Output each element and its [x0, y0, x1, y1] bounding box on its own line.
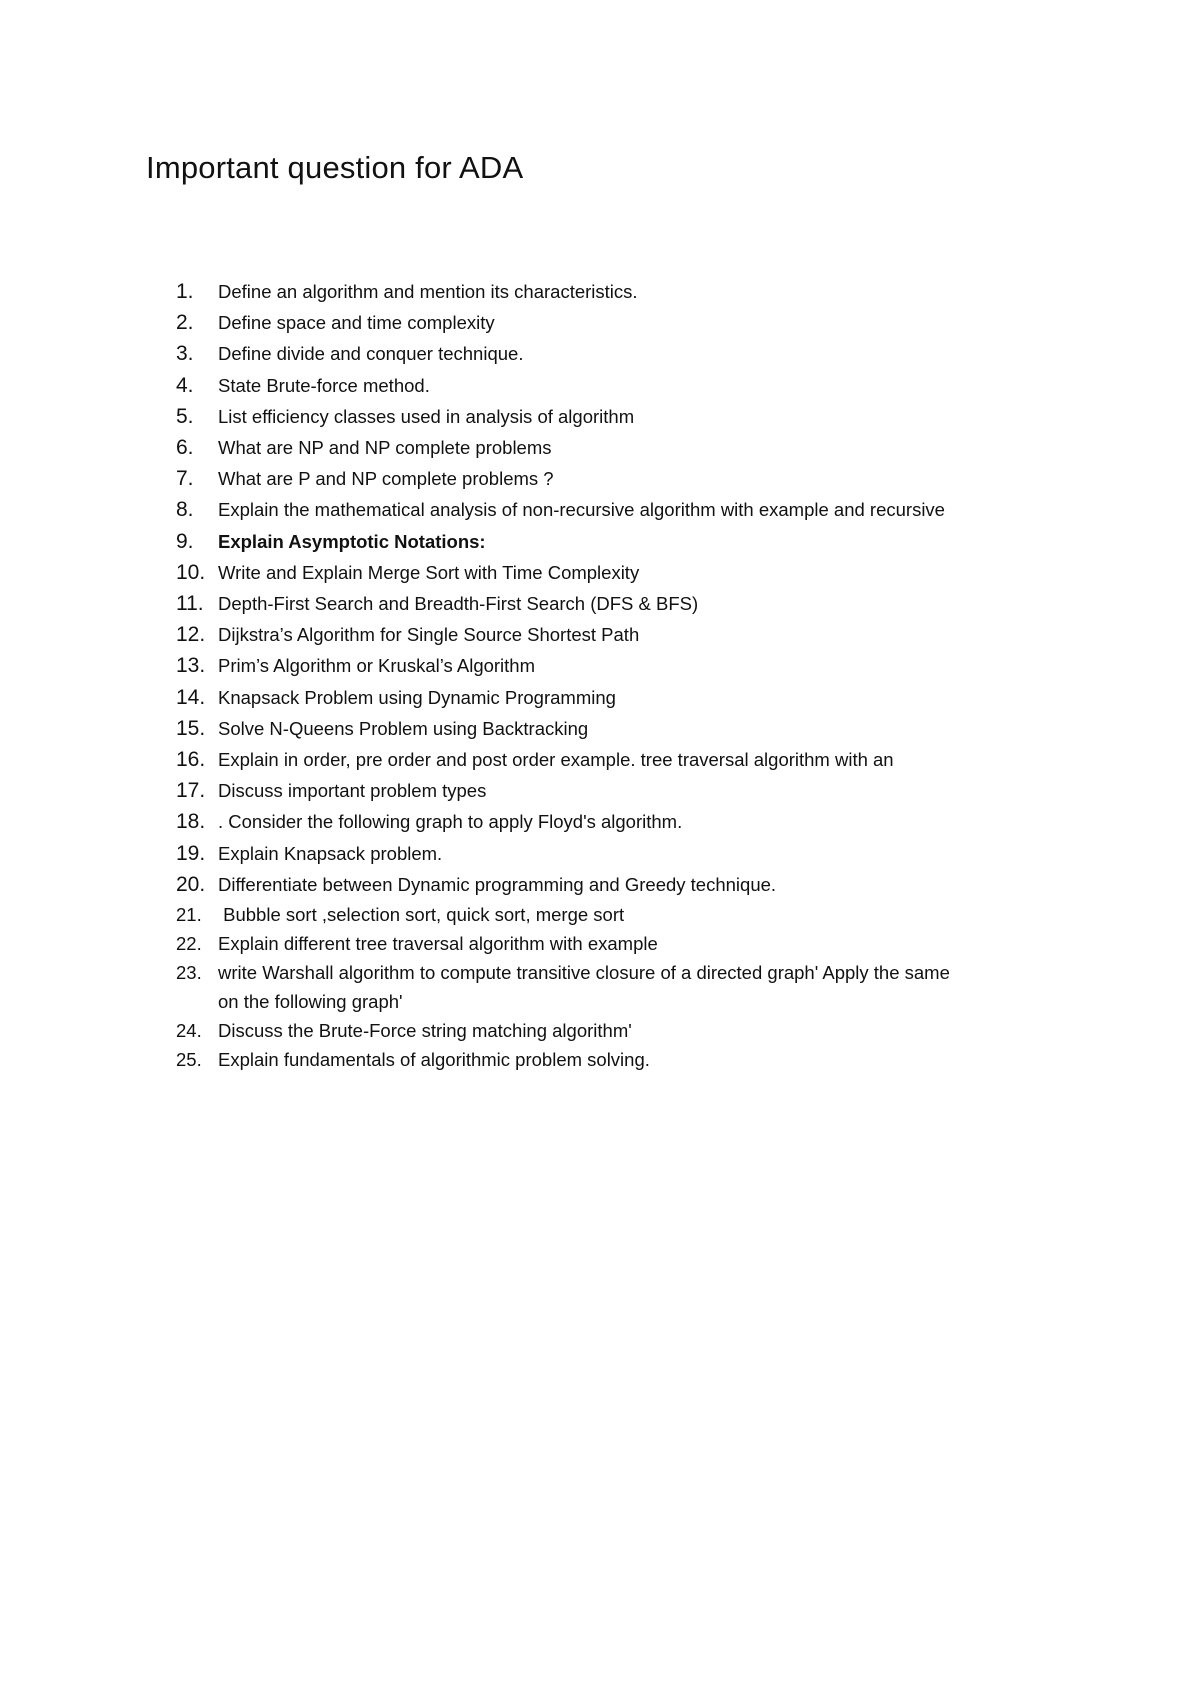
list-item — [176, 276, 1076, 307]
list-item — [176, 463, 1076, 494]
question-text: Depth-First Search and Breadth-First Search (DFS & BFS) — [218, 593, 699, 615]
list-item — [176, 401, 1076, 432]
list-item — [176, 650, 1076, 681]
question-text: State Brute-force method. — [218, 374, 430, 396]
question-number: 13. — [176, 654, 206, 678]
list-item — [176, 557, 1076, 588]
question-number: 7. — [176, 467, 194, 491]
question-text: List efficiency classes used in analysis of algorithm — [218, 405, 635, 427]
list-item — [176, 869, 1076, 900]
question-text-line: write Warshall algorithm to compute transitive closure of a directed graph' Apply the same — [218, 962, 950, 984]
question-text: What are NP and NP complete problems — [218, 437, 552, 459]
question-text: Explain in order, pre order and post order example. tree traversal algorithm with an — [218, 749, 894, 771]
question-number: 14. — [176, 685, 206, 709]
document-title: Important question for ADA — [146, 150, 524, 185]
question-number: 17. — [176, 779, 206, 803]
list-item — [176, 744, 1076, 775]
list-item — [176, 838, 1076, 869]
question-text: Explain fundamentals of algorithmic problem solving. — [218, 1049, 650, 1071]
question-text: Define divide and conquer technique. — [218, 343, 524, 365]
question-text: Prim’s Algorithm or Kruskal’s Algorithm — [218, 655, 536, 677]
question-list — [176, 276, 1076, 1074]
question-number: 19. — [176, 841, 206, 865]
question-number: 3. — [176, 342, 194, 366]
question-number: 15. — [176, 716, 206, 740]
list-item — [176, 370, 1076, 401]
question-number: 12. — [176, 623, 206, 647]
question-text: Explain Asymptotic Notations: — [218, 530, 486, 552]
question-number: 5. — [176, 404, 194, 428]
question-text: Write and Explain Merge Sort with Time Complexity — [218, 561, 640, 583]
question-text: Solve N-Queens Problem using Backtracking — [218, 717, 589, 739]
list-item — [176, 307, 1076, 338]
list-item — [176, 900, 1076, 929]
list-item — [176, 494, 1076, 525]
question-text: Explain different tree traversal algorithm with example — [218, 933, 658, 955]
list-item — [176, 775, 1076, 806]
question-text: Discuss the Brute-Force string matching algorithm' — [218, 1020, 632, 1042]
list-item — [176, 526, 1076, 557]
question-text-line: on the following graph' — [218, 991, 403, 1013]
list-item — [176, 713, 1076, 744]
question-number: 8. — [176, 498, 194, 522]
question-number: 21. — [176, 904, 202, 926]
list-item — [176, 432, 1076, 463]
list-item — [176, 682, 1076, 713]
question-number: 11. — [176, 592, 204, 616]
question-text — [218, 958, 950, 1016]
question-text: . Consider the following graph to apply Floyd's algorithm. — [218, 811, 683, 833]
list-item — [176, 806, 1076, 837]
question-number: 20. — [176, 872, 206, 896]
question-number: 16. — [176, 748, 206, 772]
question-text: Differentiate between Dynamic programming and Greedy technique. — [218, 873, 777, 895]
list-item — [176, 1016, 1076, 1045]
question-text: Discuss important problem types — [218, 780, 487, 802]
question-text: Explain Knapsack problem. — [218, 842, 443, 864]
question-text: What are P and NP complete problems ? — [218, 468, 554, 490]
question-text: Define an algorithm and mention its characteristics. — [218, 281, 638, 302]
question-number: 24. — [176, 1020, 202, 1042]
list-item — [176, 619, 1076, 650]
question-number: 1. — [176, 280, 194, 303]
question-number: 25. — [176, 1049, 202, 1071]
question-number: 2. — [176, 311, 194, 335]
question-text: Define space and time complexity — [218, 312, 495, 334]
question-text: Knapsack Problem using Dynamic Programming — [218, 686, 616, 708]
question-number: 22. — [176, 933, 202, 955]
question-text: Explain the mathematical analysis of non-recursive algorithm with example and recursive — [218, 499, 945, 521]
question-number: 6. — [176, 436, 194, 460]
question-number: 23. — [176, 962, 202, 984]
question-number: 9. — [176, 529, 194, 553]
list-item — [176, 588, 1076, 619]
question-number: 4. — [176, 373, 194, 397]
list-item — [176, 1045, 1076, 1074]
list-item — [176, 958, 1076, 1016]
list-item — [176, 338, 1076, 369]
question-text: Dijkstra’s Algorithm for Single Source Shortest Path — [218, 624, 640, 646]
question-number: 10. — [176, 560, 206, 584]
list-item — [176, 929, 1076, 958]
question-text: Bubble sort ,selection sort, quick sort, merge sort — [218, 904, 625, 926]
question-number: 18. — [176, 810, 206, 834]
